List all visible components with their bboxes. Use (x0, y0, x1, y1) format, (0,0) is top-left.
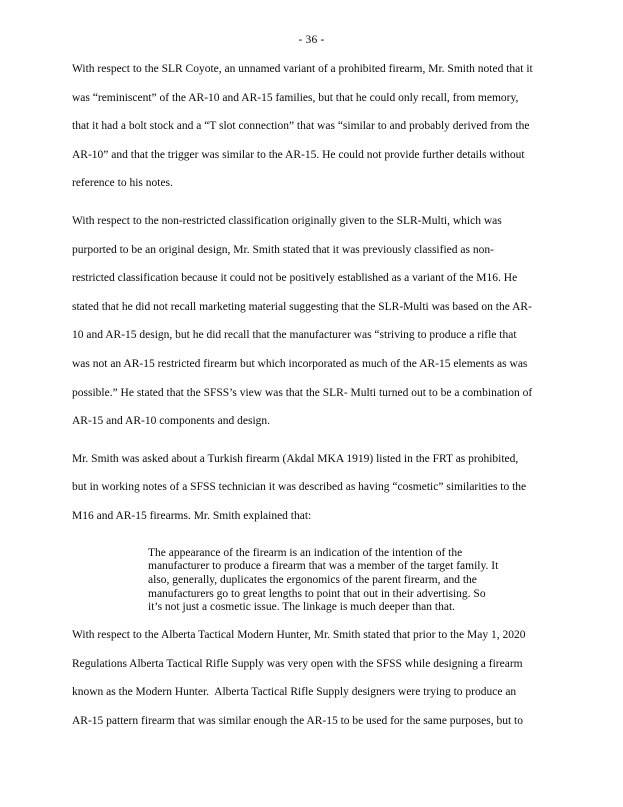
text-line: AR-15 and AR-10 components and design. (72, 415, 271, 428)
text-line: was not an AR-15 restricted firearm but which incorporated as much of the AR-15 elements as was (72, 357, 528, 370)
text-line: stated that he did not recall marketing material suggesting that the SLR-Multi was based on the AR- (72, 300, 532, 313)
text-line: Regulations Alberta Tactical Rifle Supply was very open with the SFSS while designing a firearm (72, 657, 523, 670)
text-line: known as the Modern Hunter. Alberta Tactical Rifle Supply designers were trying to produce an (72, 686, 517, 699)
text-line: AR-10” and that the trigger was similar to the AR-15. He could not provide further details without (72, 148, 525, 161)
text-line: that it had a bolt stock and a “T slot connection” that was “similar to and probably derived from the (72, 120, 530, 133)
paragraph (72, 55, 593, 198)
text-line: With respect to the SLR Coyote, an unnamed variant of a prohibited firearm, Mr. Smith noted that it (72, 63, 533, 75)
text-line: but in working notes of a SFSS technician it was described as having “cosmetic” similarities to the (72, 481, 527, 494)
document-body (72, 55, 593, 744)
text-line: also, generally, duplicates the ergonomics of the parent firearm, and the (148, 573, 477, 586)
text-line: With respect to the non-restricted classification originally given to the SLR-Multi, which was (72, 214, 502, 227)
text-line: it’s not just a cosmetic issue. The linkage is much deeper than that. (148, 601, 456, 614)
text-line: 10 and AR-15 design, but he did recall that the manufacturer was “striving to produce a rifle that (72, 329, 517, 342)
paragraph (72, 621, 593, 735)
text-line: possible.” He stated that the SFSS’s view was that the SLR- Multi turned out to be a combination of (72, 386, 533, 399)
text-line: restricted classification because it could not be positively established as a variant of the M16. He (72, 272, 518, 285)
text-line: The appearance of the firearm is an indication of the intention of the (148, 546, 463, 559)
page-number: - 36 - (298, 34, 325, 46)
text-line: purported to be an original design, Mr. Smith stated that it was previously classified as non- (72, 243, 494, 256)
text-line: AR-15 pattern firearm that was similar enough the AR-15 to be used for the same purposes, but to (72, 714, 523, 727)
text-line: With respect to the Alberta Tactical Modern Hunter, Mr. Smith stated that prior to the May 1, 2020 (72, 629, 526, 642)
text-line: M16 and AR-15 firearms. Mr. Smith explained that: (72, 509, 312, 522)
blockquote (148, 547, 593, 616)
paragraph (72, 445, 593, 531)
text-line: manufacturer to produce a firearm that was a member of the target family. It (148, 560, 499, 573)
paragraph (72, 207, 593, 436)
text-line: manufacturers go to great lengths to point that out in their advertising. So (148, 587, 486, 600)
text-line: Mr. Smith was asked about a Turkish firearm (Akdal MKA 1919) listed in the FRT as prohibited, (72, 452, 519, 465)
text-line: was “reminiscent” of the AR-10 and AR-15 families, but that he could only recall, from memory, (72, 91, 519, 104)
text-line: reference to his notes. (72, 177, 173, 190)
